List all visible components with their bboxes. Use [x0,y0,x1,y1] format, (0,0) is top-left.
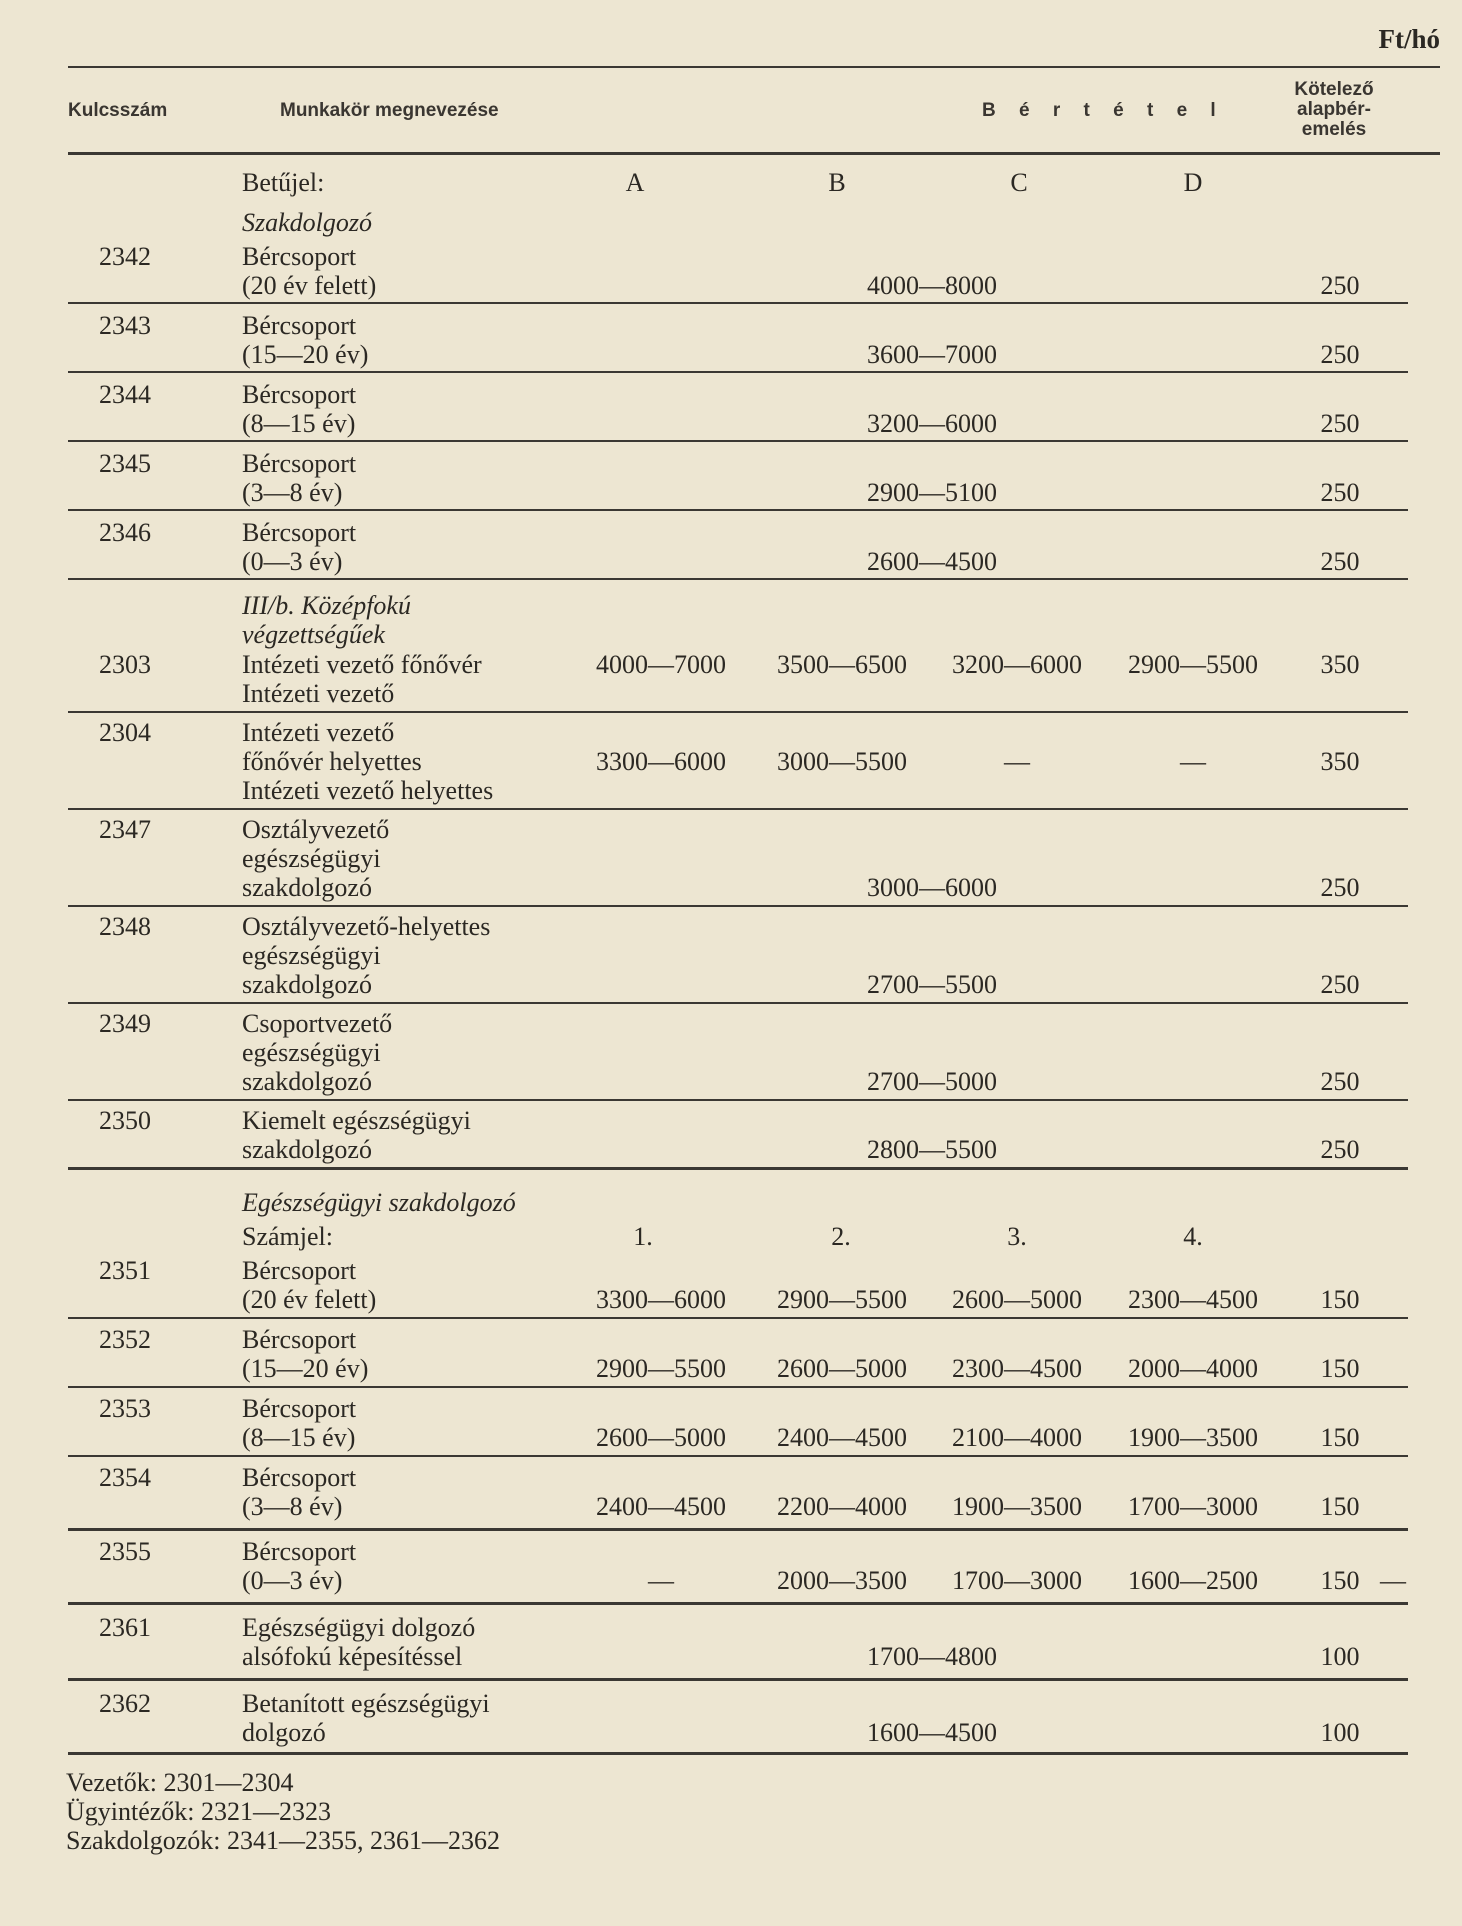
row-wage-c: 3200—6000 [952,650,1082,679]
row-label-line2: (15—20 év) [242,1354,369,1383]
row-wage-3: 2600—5000 [952,1285,1082,1314]
row-label-line1: Bércsoport [242,518,357,547]
header-job: Munkakör megnevezése [280,100,499,121]
row-label-line1: Bércsoport [242,1463,357,1492]
row-divider [68,1167,1408,1170]
row-label-line1: Bércsoport [242,242,357,271]
row-key: 2350 [99,1106,151,1135]
row-divider [68,1386,1408,1388]
letter-a: A [625,168,645,197]
row-label-line3: szakdolgozó [242,970,372,999]
footnote-line2: Ügyintézők: 2321—2323 [66,1797,332,1826]
row-label-line1: Bércsoport [242,311,357,340]
row-key: 2304 [99,718,151,747]
row-label-line2: (8—15 év) [242,1423,356,1452]
row-key: 2348 [99,912,151,941]
row-divider [68,808,1408,810]
row-wage-range: 2800—5500 [867,1135,997,1164]
unit-label: Ft/hó [1378,24,1440,54]
row-wage-1: 3300—6000 [596,1285,726,1314]
row-wage-1: 2600—5000 [596,1423,726,1452]
row-wage-4: 1700—3000 [1128,1492,1258,1521]
letter-label: Betűjel: [242,168,325,197]
row-divider [68,1528,1408,1531]
row-wage-d: 2900—5500 [1128,650,1258,679]
row-key: 2351 [99,1256,151,1285]
top-rule [68,66,1440,68]
row-label-line1: Intézeti vezető főnővér [242,650,482,679]
row-key: 2361 [99,1613,151,1642]
row-trailing-dash: — [1380,1566,1406,1595]
row-key: 2347 [99,815,151,844]
row-raise: 150 [1320,1566,1360,1595]
header-raise-line2: alapbér- [1297,99,1371,120]
row-label-line2: főnővér helyettes [242,747,422,776]
row-raise: 250 [1320,1135,1360,1164]
row-label-line2: (20 év felett) [242,271,377,300]
row-wage-range: 2700—5000 [867,1067,997,1096]
row-wage-range: 2600—4500 [867,547,997,576]
row-wage-range: 1600—4500 [867,1718,997,1747]
row-wage-1: 2400—4500 [596,1492,726,1521]
row-label-line2: dolgozó [242,1718,326,1747]
row-raise: 250 [1320,547,1360,576]
row-divider [68,1099,1408,1101]
row-raise: 250 [1320,340,1360,369]
row-raise: 250 [1320,970,1360,999]
section-heading: Szakdolgozó [242,208,372,237]
section-heading: III/b. Középfokú [242,591,411,620]
row-raise: 150 [1320,1354,1360,1383]
letter-d: D [1183,168,1203,197]
row-key: 2362 [99,1689,151,1718]
row-label-line1: Bércsoport [242,449,357,478]
row-divider [68,905,1408,907]
row-label-line2: (0—3 év) [242,1566,343,1595]
row-divider [68,1455,1408,1457]
row-wage-range: 3200—6000 [867,409,997,438]
row-key: 2355 [99,1537,151,1566]
row-wage-2: 2200—4000 [777,1492,907,1521]
row-wage-d: — [1180,747,1206,776]
row-wage-a: 3300—6000 [596,747,726,776]
row-wage-range: 2700—5500 [867,970,997,999]
row-wage-2: 2400—4500 [777,1423,907,1452]
row-label-line3: szakdolgozó [242,873,372,902]
row-wage-b: 3500—6500 [777,650,907,679]
row-label-line1: Csoportvezető [242,1009,393,1038]
row-wage-3: 1900—3500 [952,1492,1082,1521]
row-wage-4: 2000—4000 [1128,1354,1258,1383]
footnote-line1: Vezetők: 2301—2304 [66,1768,294,1797]
row-label-line2: alsófokú képesítéssel [242,1642,463,1671]
number-4: 4. [1183,1222,1203,1251]
row-raise: 250 [1320,873,1360,902]
row-label-line1: Betanított egészségügyi [242,1689,490,1718]
row-raise: 100 [1320,1642,1360,1671]
row-key: 2354 [99,1463,151,1492]
row-raise: 250 [1320,478,1360,507]
row-label-line2: (3—8 év) [242,1492,343,1521]
row-label-line2: egészségügyi [242,941,381,970]
row-label-line1: Egészségügyi dolgozó [242,1613,476,1642]
row-label-line2: Intézeti vezető [242,679,395,708]
row-key: 2352 [99,1325,151,1354]
row-raise: 150 [1320,1423,1360,1452]
row-label-line1: Osztályvezető-helyettes [242,912,491,941]
row-raise: 250 [1320,409,1360,438]
row-label-line1: Kiemelt egészségügyi [242,1106,471,1135]
row-label-line3: Intézeti vezető helyettes [242,776,494,805]
row-wage-range: 3000—6000 [867,873,997,902]
row-wage-1: 2900—5500 [596,1354,726,1383]
section-heading-line2: végzettségűek [242,620,385,649]
row-label-line1: Bércsoport [242,1256,357,1285]
row-wage-4: 1600—2500 [1128,1566,1258,1595]
row-key: 2346 [99,518,151,547]
row-key: 2353 [99,1394,151,1423]
header-raise [1264,80,1404,140]
row-divider [68,1678,1408,1681]
row-wage-range: 2900—5100 [867,478,997,507]
header-rule [68,152,1440,155]
row-raise: 350 [1320,650,1360,679]
letter-b: B [828,168,846,197]
row-label-line1: Osztályvezető [242,815,390,844]
row-wage-3: 2100—4000 [952,1423,1082,1452]
row-raise: 100 [1320,1718,1360,1747]
row-key: 2345 [99,449,151,478]
row-divider [68,711,1408,713]
row-wage-1: — [648,1566,674,1595]
row-key: 2344 [99,380,151,409]
row-raise: 250 [1320,1067,1360,1096]
row-wage-a: 4000—7000 [596,650,726,679]
row-wage-2: 2000—3500 [777,1566,907,1595]
header-key: Kulcsszám [68,100,168,121]
row-label-line1: Bércsoport [242,1325,357,1354]
row-label-line2: egészségügyi [242,1038,381,1067]
row-raise: 150 [1320,1492,1360,1521]
row-label-line2: (15—20 év) [242,340,369,369]
row-divider [68,1002,1408,1004]
row-label-line2: (8—15 év) [242,409,356,438]
row-wage-3: 2300—4500 [952,1354,1082,1383]
row-wage-c: — [1004,747,1030,776]
number-3: 3. [1007,1222,1027,1251]
row-wage-2: 2600—5000 [777,1354,907,1383]
table-bottom-rule [68,1752,1408,1755]
row-wage-b: 3000—5500 [777,747,907,776]
row-wage-4: 1900—3500 [1128,1423,1258,1452]
row-key: 2349 [99,1009,151,1038]
row-wage-range: 4000—8000 [867,271,997,300]
row-wage-2: 2900—5500 [777,1285,907,1314]
row-label-line2: (20 év felett) [242,1285,377,1314]
row-key: 2303 [99,650,151,679]
footnote-line3: Szakdolgozók: 2341—2355, 2361—2362 [66,1826,501,1855]
number-1: 1. [633,1222,653,1251]
row-divider [68,371,1408,373]
row-divider [68,440,1408,442]
row-divider [68,578,1408,580]
row-label-line2: szakdolgozó [242,1135,372,1164]
number-2: 2. [831,1222,851,1251]
row-label-line1: Intézeti vezető [242,718,395,747]
section-heading: Egészségügyi szakdolgozó [242,1188,516,1217]
row-wage-range: 1700—4800 [867,1642,997,1671]
row-label-line2: (0—3 év) [242,547,343,576]
row-wage-4: 2300—4500 [1128,1285,1258,1314]
row-label-line1: Bércsoport [242,380,357,409]
row-key: 2342 [99,242,151,271]
row-wage-range: 3600—7000 [867,340,997,369]
row-divider [68,302,1408,304]
row-label-line3: szakdolgozó [242,1067,372,1096]
number-label: Számjel: [242,1222,333,1251]
row-label-line1: Bércsoport [242,1537,357,1566]
row-raise: 350 [1320,747,1360,776]
header-raise-line1: Kötelező [1294,79,1374,100]
row-label-line2: egészségügyi [242,844,381,873]
row-raise: 250 [1320,271,1360,300]
row-wage-3: 1700—3000 [952,1566,1082,1595]
row-label-line2: (3—8 év) [242,478,343,507]
row-key: 2343 [99,311,151,340]
letter-c: C [1010,168,1028,197]
row-divider [68,1317,1408,1319]
row-raise: 150 [1320,1285,1360,1314]
header-raise-line3: emelés [1301,119,1367,140]
header-wage: B é r t é t e l [982,100,1225,121]
row-divider [68,1602,1408,1605]
row-label-line1: Bércsoport [242,1394,357,1423]
row-divider [68,509,1408,511]
